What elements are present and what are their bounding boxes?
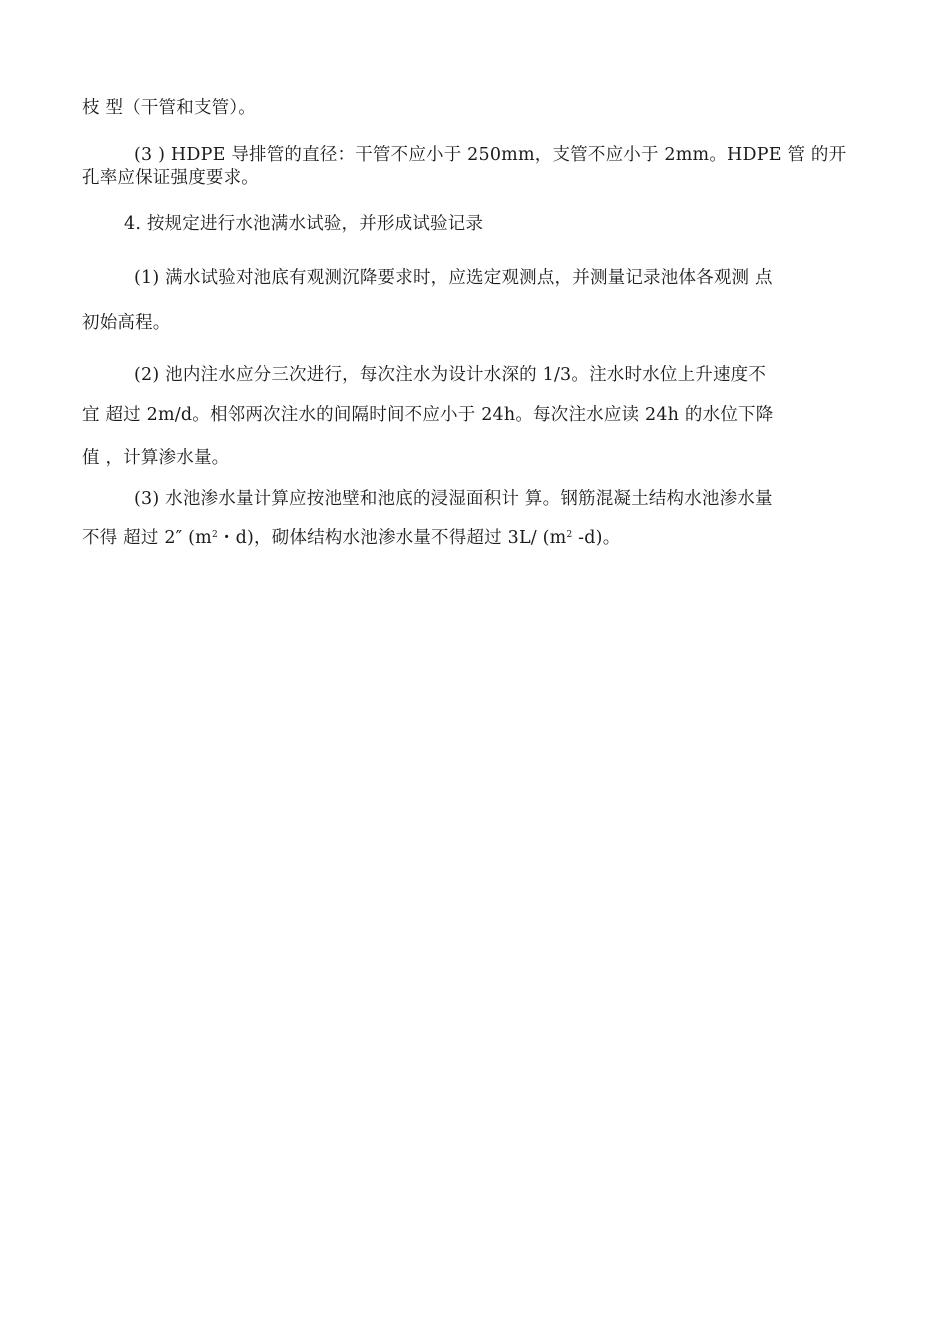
text-fragment: -d)。 [572, 528, 621, 548]
text-line: (1) 满水试验对池底有观测沉降要求时，应选定观测点，并测量记录池体各观测 点 [134, 268, 773, 288]
superscript: 2 [566, 530, 573, 540]
superscript: 2 [211, 530, 218, 540]
text-line: 初始高程。 [82, 313, 171, 333]
text-fragment: 不得 超过 2″ (m [82, 528, 212, 548]
text-line: 枝 型（干管和支管）。 [82, 98, 257, 118]
text-line: (3 ) HDPE 导排管的直径：干管不应小于 250mm，支管不应小于 2mm。HDPE 管 的开 [134, 145, 847, 165]
text-line [82, 526, 884, 550]
text-line: 值 ，计算渗水量。 [82, 448, 230, 468]
text-fragment: ・d)，砌体结构水池渗水量不得超过 3L/ (m [217, 528, 567, 548]
text-line: (3) 水池渗水量计算应按池壁和池底的浸湿面积计 算。钢筋混凝土结构水池渗水量 [134, 489, 773, 509]
section-heading: 4. 按规定进行水池满水试验，并形成试验记录 [124, 214, 484, 234]
text-line: 宜 超过 2m/d。相邻两次注水的间隔时间不应小于 24h。每次注水应读 24h 的水位下降 [82, 405, 774, 425]
text-line: 孔率应保证强度要求。 [82, 168, 259, 188]
text-line: (2) 池内注水应分三次进行，每次注水为设计水深的 1/3。注水时水位上升速度不 [134, 365, 767, 385]
